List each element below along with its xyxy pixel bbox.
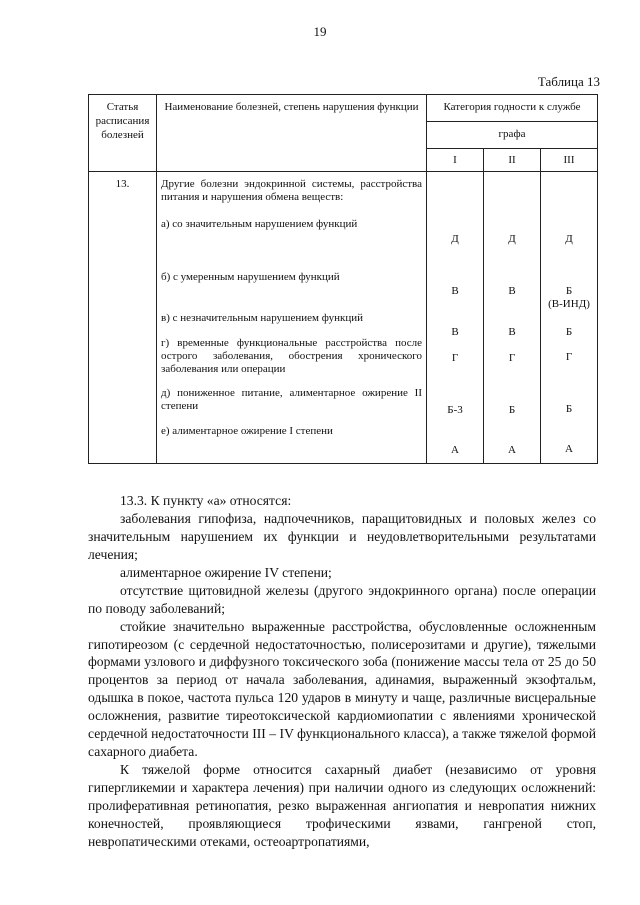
col-1-cell <box>427 172 484 464</box>
row-a-col-1: Д <box>451 233 459 245</box>
header-category: Категория годности к службе <box>427 95 598 122</box>
body-text <box>88 492 596 851</box>
header-col-2: II <box>484 149 541 172</box>
row-f-name: е) алиментарное ожирение I степени <box>161 424 333 437</box>
article-number: 13. <box>89 172 157 464</box>
paragraph-thyroid-absence: отсутствие щитовидной железы (другого эндокринного органа) после операции по поводу заболеваний; <box>88 582 596 616</box>
row-e-col-3: Б <box>565 402 573 415</box>
article-description: Другие болезни эндокринной системы, расстройства питания и нарушения обмена веществ: <box>161 178 422 204</box>
page-number: 19 <box>313 24 327 39</box>
row-d-name: г) временные функциональные расстройства после острого заболевания, обострения хронического заболевания или операции <box>161 336 422 376</box>
row-e-col-1: Б-3 <box>447 403 463 416</box>
row-d-col-2: Г <box>508 351 516 364</box>
row-f-col-1: А <box>451 443 459 456</box>
row-a-col-3: Д <box>565 233 573 245</box>
paragraph-disorders: стойкие значительно выраженные расстройства, обусловленные осложненным гипотиреозом (с сердечной недостаточностью, полисерозитами и другие), тяжелыми формами узлового и диффузного токсического зоба (понижение массы тела от 25 до 50 процентов за период от начала заболевания, адинамия, выраженный экзофтальм, одышка в покое, частота пульса 120 ударов в минуту и чаще, различные висцеральные осложнения, развитие тиреотоксической кардиомиопатии с явлениями хронической сердечной недостаточности III – IV функционального класса), а также тяжелой формой сахарного диабета. <box>88 618 596 760</box>
disease-schedule-table <box>88 94 598 464</box>
header-name: Наименование болезней, степень нарушения функции <box>157 95 427 172</box>
row-b-col-3: Б <box>565 285 573 298</box>
row-a-col-2: Д <box>508 233 516 245</box>
col-2-cell <box>484 172 541 464</box>
header-col-1: I <box>427 149 484 172</box>
table-row <box>89 172 598 464</box>
row-f-col-2: А <box>508 443 516 456</box>
row-d-col-1: Г <box>451 351 459 364</box>
row-c-col-3: Б <box>565 325 573 338</box>
row-c-col-1: В <box>451 326 459 339</box>
table-title: Таблица 13 <box>537 74 600 89</box>
row-f-col-3: А <box>565 443 573 456</box>
row-b-col-3-extra: (В-ИНД) <box>548 298 590 311</box>
paragraph-obesity: алиментарное ожирение IV степени; <box>120 564 332 580</box>
col-3-cell <box>541 172 598 464</box>
paragraph-pituitary: заболевания гипофиза, надпочечников, паращитовидных и половых желез со значительным нарушением их функции и неудовлетворительными результатами лечения; <box>88 510 596 562</box>
row-c-col-2: В <box>508 326 516 339</box>
row-d-col-3: Г <box>565 350 573 363</box>
header-article: Статья расписания болезней <box>89 95 157 172</box>
row-e-col-2: Б <box>508 403 516 416</box>
row-b-col-1: В <box>451 285 459 298</box>
row-e-name: д) пониженное питание, алиментарное ожирение II степени <box>161 386 422 412</box>
paragraph-diabetes: К тяжелой форме относится сахарный диабет (независимо от уровня гипергликемии и характера лечения) при наличии одного из следующих осложнений: пролиферативная ретинопатия, резко выраженная ангиопатия и невропатия нижних конечностей, проявляющиеся трофическими язвами, гангреной стоп, невропатическими отеками, остеоартропатиями, <box>88 762 596 849</box>
row-c-name: в) с незначительным нарушением функций <box>161 311 364 324</box>
paragraph-13-3: 13.3. К пункту «а» относятся: <box>120 493 292 508</box>
name-cell <box>157 172 427 464</box>
row-a-name: а) со значительным нарушением функций <box>161 218 358 231</box>
row-b-name: б) с умеренным нарушением функций <box>161 270 340 283</box>
header-grafa: графа <box>427 122 598 149</box>
row-b-col-2: В <box>508 285 516 298</box>
header-col-3: III <box>541 149 598 172</box>
